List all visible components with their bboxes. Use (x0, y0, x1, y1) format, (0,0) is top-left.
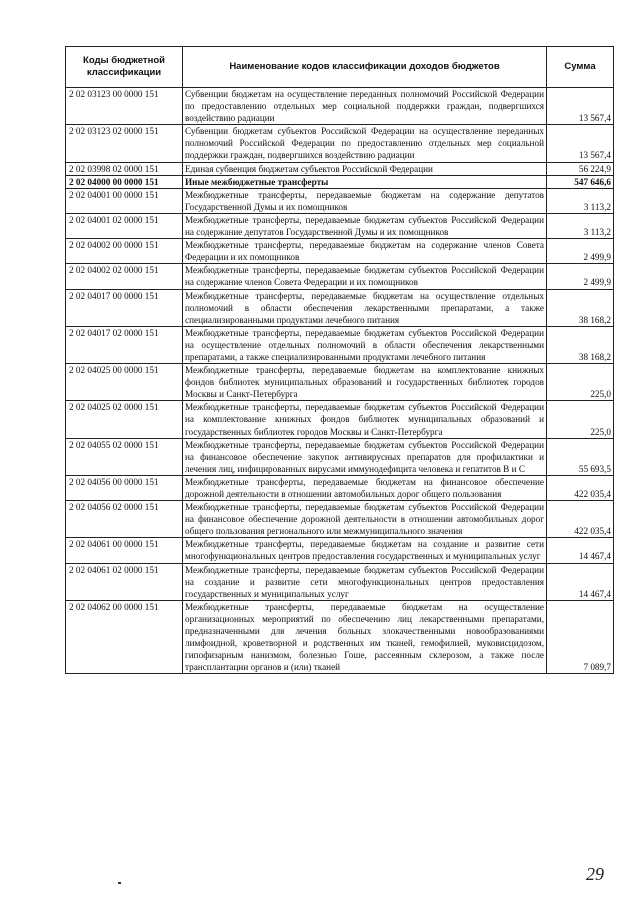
row-amount: 547 646,6 (547, 175, 614, 188)
row-name: Межбюджетные трансферты, передаваемые бюджетам субъектов Российской Федерации на создание и развитие сети многофункциональных центров предоставления государственных и муниципальных услуг (183, 563, 547, 600)
table-row (66, 213, 614, 238)
row-code: 2 02 03123 00 0000 151 (66, 88, 183, 125)
table-row (66, 239, 614, 264)
row-code: 2 02 04017 02 0000 151 (66, 326, 183, 363)
table-row (66, 364, 614, 401)
table-row (66, 401, 614, 438)
row-name: Межбюджетные трансферты, передаваемые бюджетам субъектов Российской Федерации на осуществление отдельных полномочий в области обеспечения лекарственными препаратами, а также специализированными продуктами лечебного питания (183, 326, 547, 363)
table-row (66, 188, 614, 213)
table-row (66, 326, 614, 363)
row-amount: 3 113,2 (547, 188, 614, 213)
row-amount: 14 467,4 (547, 563, 614, 600)
row-name: Межбюджетные трансферты, передаваемые бюджетам субъектов Российской Федерации на комплектование книжных фондов библиотек муниципальных образований и государственных библиотек городов Москвы и Санкт-Петербурга (183, 401, 547, 438)
row-name: Межбюджетные трансферты, передаваемые бюджетам на осуществление организационных мероприятий по обеспечению лиц лекарственными препаратами, предназначенными для лечения больных злокачественными новообразованиями лимфоидной, кроветворной и родственных им тканей, гемофилией, муковисцидозом, гипофизарным нанизмом, болезнью Гоше, рассеянным склерозом, а также после трансплантации органов и (или) тканей (183, 600, 547, 674)
header-code: Коды бюджетной классификации (66, 47, 183, 88)
row-amount: 14 467,4 (547, 538, 614, 563)
row-name: Субвенции бюджетам на осуществление переданных полномочий Российской Федерации по предоставлению отдельных мер социальной поддержки граждан, подвергшихся воздействию радиации (183, 88, 547, 125)
scan-mark (118, 882, 121, 884)
row-code: 2 02 04062 00 0000 151 (66, 600, 183, 674)
row-code: 2 02 04025 02 0000 151 (66, 401, 183, 438)
row-code: 2 02 04056 02 0000 151 (66, 501, 183, 538)
table-row (66, 563, 614, 600)
row-code: 2 02 04000 00 0000 151 (66, 175, 183, 188)
table-row (66, 501, 614, 538)
table-row (66, 162, 614, 175)
row-name: Межбюджетные трансферты, передаваемые бюджетам на комплектование книжных фондов библиотек муниципальных образований и государственных библиотек городов Москвы и Санкт-Петербурга (183, 364, 547, 401)
table-row (66, 438, 614, 475)
table-row (66, 600, 614, 674)
row-code: 2 02 04061 00 0000 151 (66, 538, 183, 563)
row-code: 2 02 04017 00 0000 151 (66, 289, 183, 326)
table-body (66, 88, 614, 674)
row-code: 2 02 04002 02 0000 151 (66, 264, 183, 289)
row-code: 2 02 04002 00 0000 151 (66, 239, 183, 264)
row-amount: 13 567,4 (547, 125, 614, 162)
row-amount: 55 693,5 (547, 438, 614, 475)
row-code: 2 02 04061 02 0000 151 (66, 563, 183, 600)
table-row (66, 538, 614, 563)
budget-table-sheet (65, 46, 613, 674)
row-code: 2 02 04001 02 0000 151 (66, 213, 183, 238)
page-number: 29 (586, 864, 604, 884)
row-code: 2 02 04056 00 0000 151 (66, 475, 183, 500)
row-name: Субвенции бюджетам субъектов Российской Федерации на осуществление переданных полномочий Российской Федерации по предоставлению отдельных мер социальной поддержки граждан, подвергшихся воздействию радиации (183, 125, 547, 162)
row-amount: 56 224,9 (547, 162, 614, 175)
row-code: 2 02 03998 02 0000 151 (66, 162, 183, 175)
table-row (66, 88, 614, 125)
header-amount: Сумма (547, 47, 614, 88)
row-name: Иные межбюджетные трансферты (183, 175, 547, 188)
header-name: Наименование кодов классификации доходов бюджетов (183, 47, 547, 88)
row-name: Межбюджетные трансферты, передаваемые бюджетам субъектов Российской Федерации на финансовое обеспечение закупок антивирусных препаратов для профилактики и лечения лиц, инфицированных вирусами иммунодефицита человека и гепатитов В и С (183, 438, 547, 475)
row-amount: 13 567,4 (547, 88, 614, 125)
row-name: Межбюджетные трансферты, передаваемые бюджетам на финансовое обеспечение дорожной деятельности в отношении автомобильных дорог общего пользования (183, 475, 547, 500)
row-amount: 38 168,2 (547, 326, 614, 363)
row-name: Межбюджетные трансферты, передаваемые бюджетам на содержание членов Совета Федерации и их помощников (183, 239, 547, 264)
row-amount: 7 089,7 (547, 600, 614, 674)
row-amount: 2 499,9 (547, 264, 614, 289)
row-code: 2 02 04055 02 0000 151 (66, 438, 183, 475)
budget-classification-table (65, 46, 614, 674)
row-name: Межбюджетные трансферты, передаваемые бюджетам субъектов Российской Федерации на финансовое обеспечение дорожной деятельности в отношении автомобильных дорог общего пользования регионального или межмуниципального значения (183, 501, 547, 538)
row-name: Межбюджетные трансферты, передаваемые бюджетам на содержание депутатов Государственной Думы и их помощников (183, 188, 547, 213)
row-amount: 2 499,9 (547, 239, 614, 264)
row-amount: 422 035,4 (547, 475, 614, 500)
table-header-row (66, 47, 614, 88)
table-row (66, 264, 614, 289)
row-name: Межбюджетные трансферты, передаваемые бюджетам на осуществление отдельных полномочий в области обеспечения лекарственными препаратами, а также специализированными продуктами лечебного питания (183, 289, 547, 326)
table-row (66, 125, 614, 162)
row-amount: 3 113,2 (547, 213, 614, 238)
row-name: Межбюджетные трансферты, передаваемые бюджетам субъектов Российской Федерации на содержание депутатов Государственной Думы и их помощников (183, 213, 547, 238)
row-name: Межбюджетные трансферты, передаваемые бюджетам на создание и развитие сети многофункциональных центров предоставления государственных и муниципальных услуг (183, 538, 547, 563)
row-code: 2 02 04001 00 0000 151 (66, 188, 183, 213)
row-code: 2 02 03123 02 0000 151 (66, 125, 183, 162)
table-row (66, 475, 614, 500)
row-name: Межбюджетные трансферты, передаваемые бюджетам субъектов Российской Федерации на содержание членов Совета Федерации и их помощников (183, 264, 547, 289)
table-row (66, 175, 614, 188)
row-name: Единая субвенция бюджетам субъектов Российской Федерации (183, 162, 547, 175)
row-amount: 225,0 (547, 364, 614, 401)
row-amount: 422 035,4 (547, 501, 614, 538)
row-code: 2 02 04025 00 0000 151 (66, 364, 183, 401)
row-amount: 38 168,2 (547, 289, 614, 326)
row-amount: 225,0 (547, 401, 614, 438)
table-row (66, 289, 614, 326)
